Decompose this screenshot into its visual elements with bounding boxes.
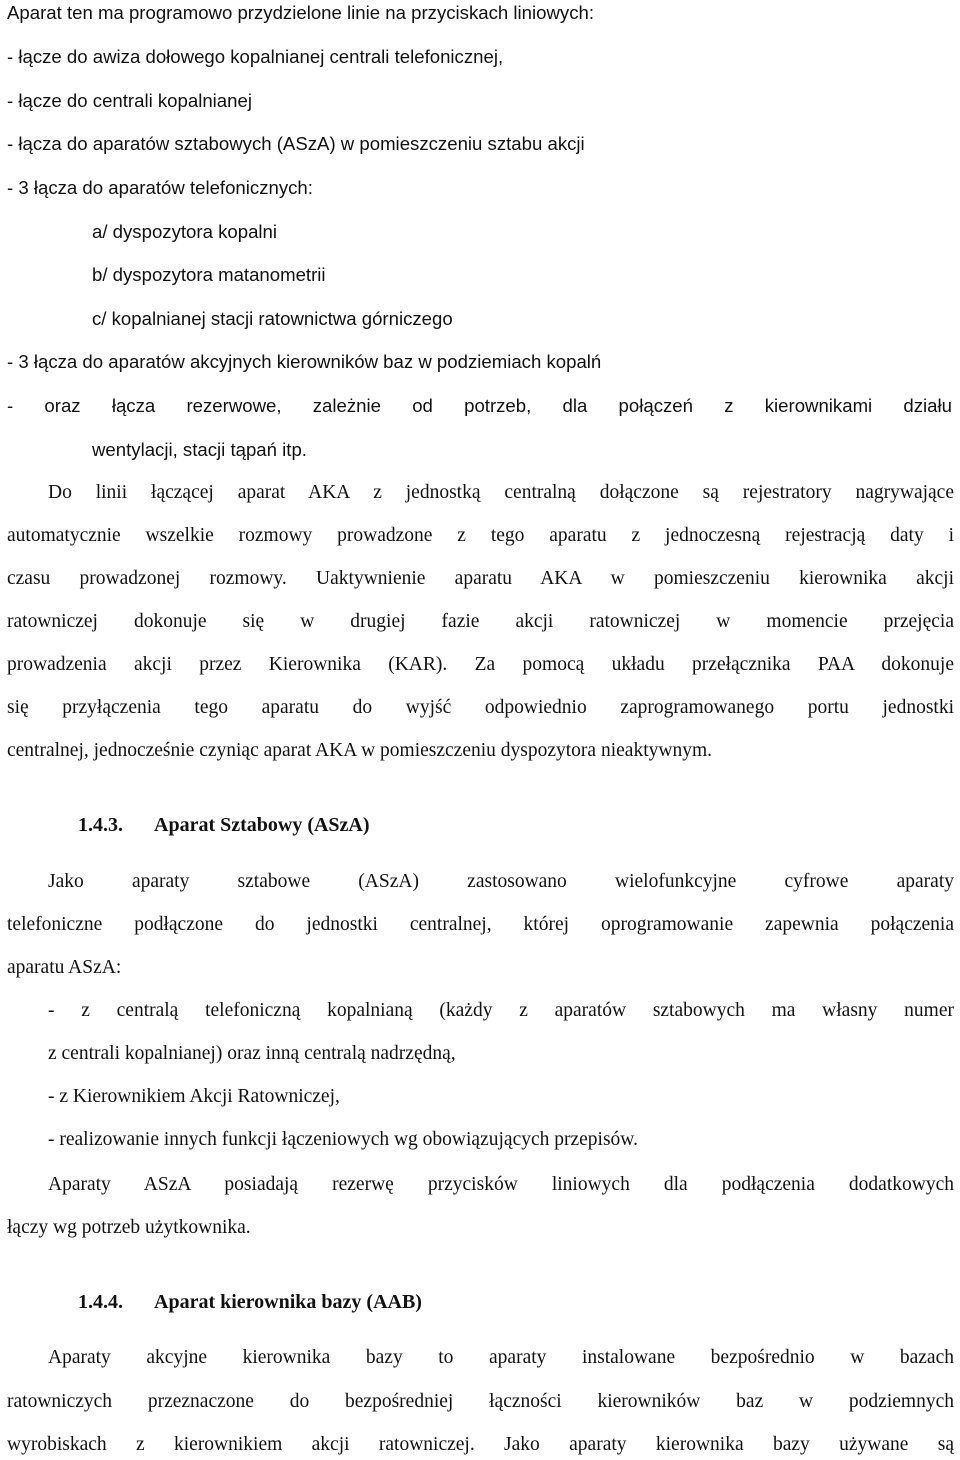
- paragraph-line: Do linii łączącej aparat AKA z jednostką centralną dołączone są rejestratory nagrywające: [48, 482, 954, 503]
- list-item: - z Kierownikiem Akcji Ratowniczej,: [48, 1086, 340, 1107]
- paragraph-line: ratowniczych przeznaczone do bezpośredniej łączności kierowników baz w podziemnych: [7, 1391, 954, 1412]
- list-item: - łącza do aparatów sztabowych (ASzA) w pomieszczeniu sztabu akcji: [7, 133, 585, 154]
- list-item: - łącze do centrali kopalnianej: [7, 90, 252, 111]
- section-title: Aparat Sztabowy (ASzA): [154, 814, 370, 836]
- sub-list-item: a/ dyspozytora kopalni: [92, 221, 278, 242]
- list-item: - realizowanie innych funkcji łączeniowych wg obowiązujących przepisów.: [48, 1129, 638, 1150]
- list-item: - łącze do awiza dołowego kopalnianej centrali telefonicznej,: [7, 46, 504, 67]
- paragraph-line: łączy wg potrzeb użytkownika.: [7, 1217, 251, 1238]
- paragraph-line: wyrobiskach z kierownikiem akcji ratowniczej. Jako aparaty kierownika bazy używane są: [7, 1434, 954, 1455]
- list-item: - z centralą telefoniczną kopalnianą (każdy z aparatów sztabowych ma własny numer: [48, 1000, 954, 1021]
- text-line: Aparat ten ma programowo przydzielone linie na przyciskach liniowych:: [7, 2, 595, 23]
- paragraph-line: centralnej, jednocześnie czyniąc aparat AKA w pomieszczeniu dyspozytora nieaktywnym.: [7, 740, 712, 761]
- paragraph-line: się przyłączenia tego aparatu do wyjść odpowiednio zaprogramowanego portu jednostki: [7, 697, 954, 718]
- paragraph-line: prowadzenia akcji przez Kierownika (KAR). Za pomocą układu przełącznika PAA dokonuje: [7, 654, 954, 675]
- list-item: - oraz łącza rezerwowe, zależnie od potrzeb, dla połączeń z kierownikami działu: [7, 395, 952, 416]
- list-item: - 3 łącza do aparatów akcyjnych kierowników baz w podziemiach kopalń: [7, 351, 602, 372]
- paragraph-line: Aparaty akcyjne kierownika bazy to aparaty instalowane bezpośrednio w bazach: [48, 1347, 954, 1368]
- section-title: Aparat kierownika bazy (AAB): [154, 1291, 422, 1313]
- paragraph-line: Jako aparaty sztabowe (ASzA) zastosowano wielofunkcyjne cyfrowe aparaty: [48, 871, 954, 892]
- paragraph-line: aparatu ASzA:: [7, 957, 122, 978]
- section-number: 1.4.3.: [78, 814, 123, 836]
- list-item: - 3 łącza do aparatów telefonicznych:: [7, 177, 313, 198]
- paragraph-line: automatycznie wszelkie rozmowy prowadzone z tego aparatu z jednoczesną rejestracją daty i: [7, 525, 954, 546]
- section-number: 1.4.4.: [78, 1291, 123, 1313]
- paragraph-line: ratowniczej dokonuje się w drugiej fazie akcji ratowniczej w momencie przejęcia: [7, 611, 954, 632]
- list-item-continuation: wentylacji, stacji tąpań itp.: [92, 439, 307, 460]
- paragraph-line: Aparaty ASzA posiadają rezerwę przycisków liniowych dla podłączenia dodatkowych: [48, 1174, 954, 1195]
- paragraph-line: telefoniczne podłączone do jednostki centralnej, której oprogramowanie zapewnia połączenia: [7, 914, 954, 935]
- sub-list-item: b/ dyspozytora matanometrii: [92, 264, 326, 285]
- section-heading: [78, 1289, 678, 1315]
- list-item-continuation: z centrali kopalnianej) oraz inną centralą nadrzędną,: [48, 1043, 456, 1064]
- sub-list-item: c/ kopalnianej stacji ratownictwa górniczego: [92, 308, 453, 329]
- paragraph-line: czasu prowadzonej rozmowy. Uaktywnienie aparatu AKA w pomieszczeniu kierownika akcji: [7, 568, 954, 589]
- section-heading: [78, 812, 678, 838]
